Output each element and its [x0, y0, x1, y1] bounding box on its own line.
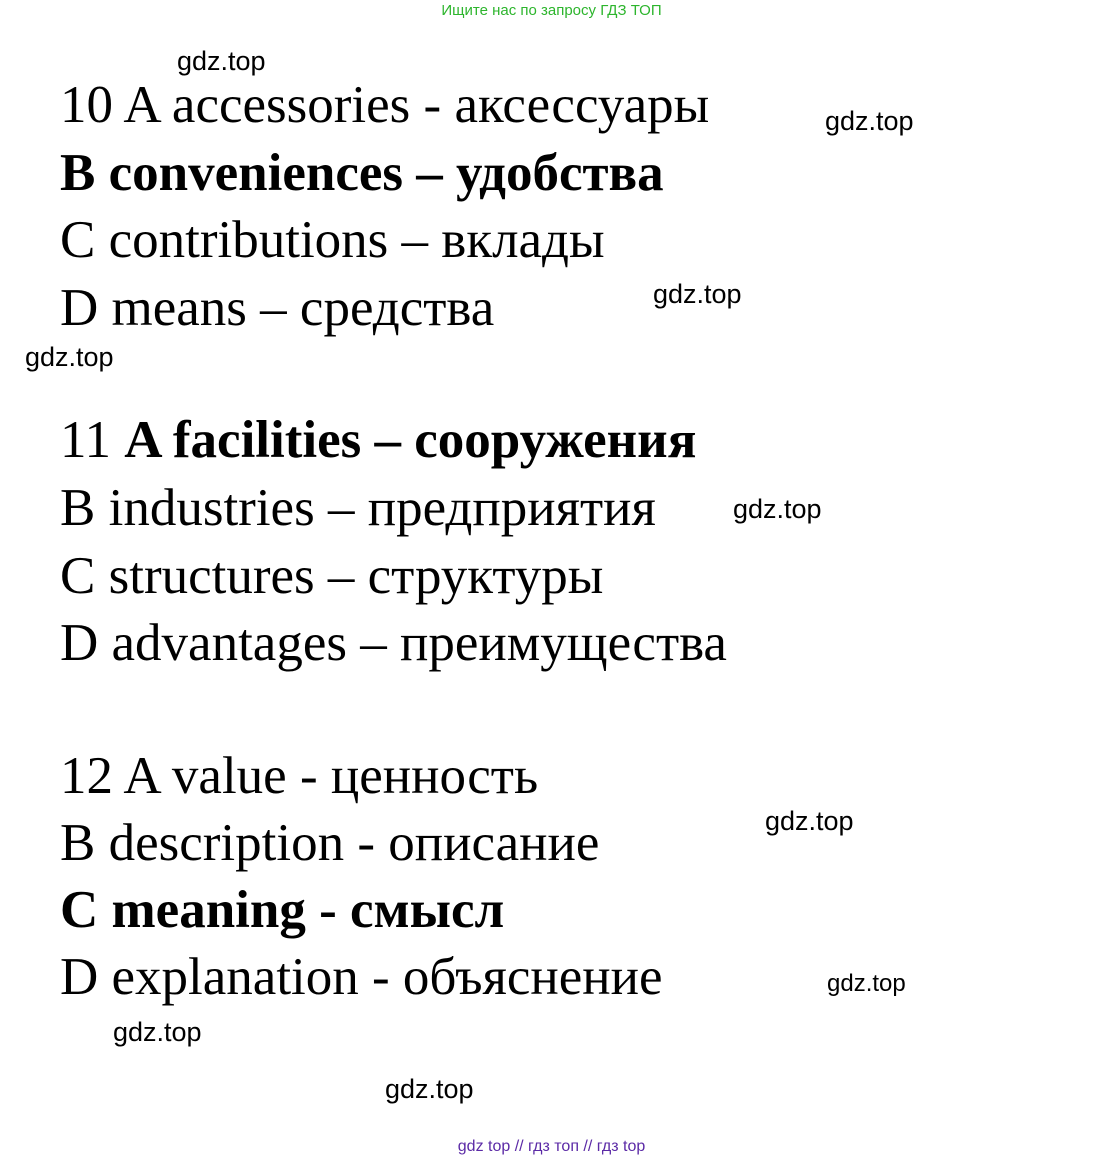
watermark: gdz.top	[25, 342, 114, 372]
watermark: gdz.top	[113, 1017, 202, 1047]
footer-links: gdz top // гдз топ // гдз top	[457, 1138, 646, 1155]
question-11-option-d: D advantages – преимущества	[60, 614, 727, 672]
watermark: gdz.top	[385, 1074, 474, 1104]
question-11-option-c: C structures – структуры	[60, 547, 604, 605]
question-12-option-c-answer: C meaning - смысл	[60, 881, 505, 939]
question-10-option-a	[60, 75, 709, 135]
question-12-option-a	[60, 746, 538, 806]
top-banner: Ищите нас по запросу ГДЗ ТОП	[441, 2, 662, 19]
watermark: gdz.top	[825, 106, 914, 136]
question-number: 12	[60, 747, 113, 805]
question-12-option-d: D explanation - объяснение	[60, 948, 663, 1006]
option-text: A value - ценность	[123, 747, 539, 805]
question-11-option-b: B industries – предприятия	[60, 479, 656, 537]
option-text: A accessories - аксессуары	[123, 76, 710, 134]
watermark: gdz.top	[765, 806, 854, 836]
watermark: gdz.top	[827, 970, 906, 997]
question-number: 11	[60, 411, 112, 469]
question-number: 10	[60, 76, 113, 134]
question-10-option-d: D means – средства	[60, 279, 495, 337]
question-10-option-b-answer: B conveniences – удобства	[60, 144, 664, 202]
watermark: gdz.top	[653, 279, 742, 309]
question-11-option-a	[60, 410, 696, 470]
question-10-option-c: C contributions – вклады	[60, 211, 605, 269]
watermark: gdz.top	[733, 494, 822, 524]
option-text-answer: A facilities – сооружения	[124, 411, 697, 469]
question-12-option-b: B description - описание	[60, 814, 600, 872]
watermark: gdz.top	[177, 46, 266, 76]
